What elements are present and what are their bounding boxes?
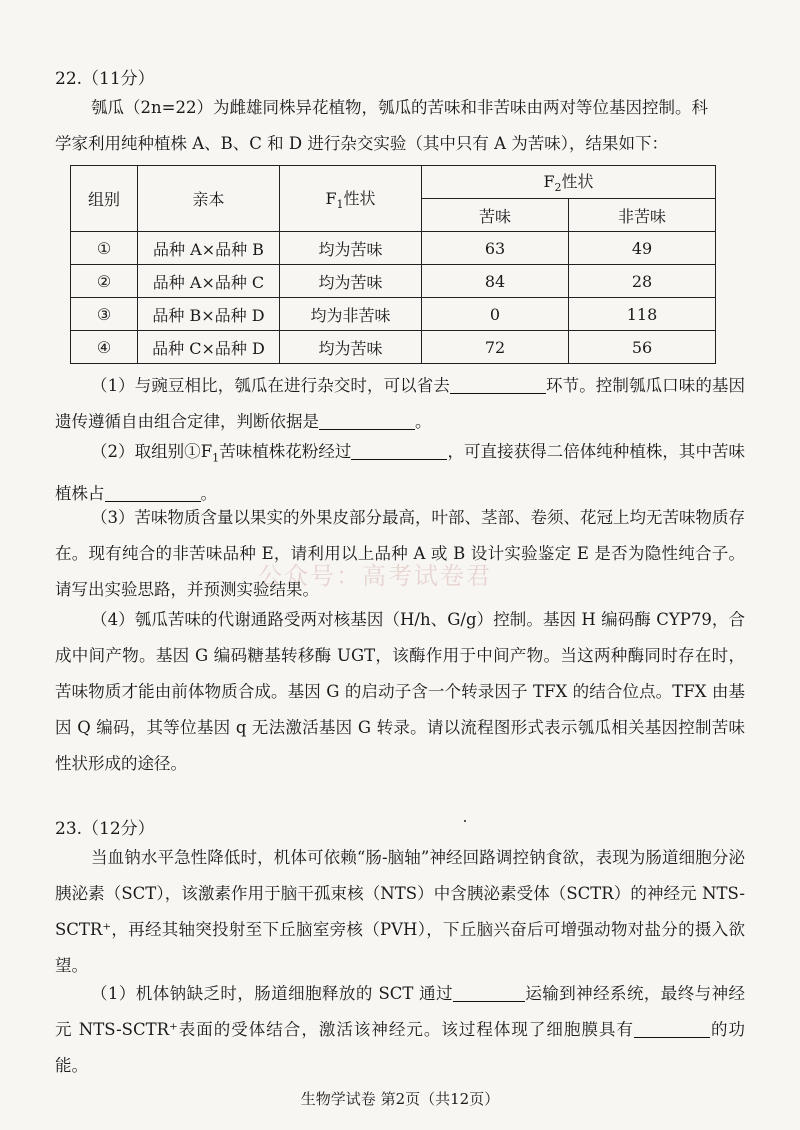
page-footer: 生物学试卷 第2页（共12页） [300,1090,500,1108]
answer-blank[interactable] [351,439,447,460]
header-parents: 亲本 [138,166,280,232]
row-parents: 品种 A×品种 B [138,232,280,265]
row-bitter: 63 [422,232,569,265]
row-nonbitter: 56 [569,331,716,364]
row-bitter: 0 [422,298,569,331]
row-group: ④ [71,331,138,364]
q23-part1: （1）机体钠缺乏时，肠道细胞释放的 SCT 通过 运输到神经系统，最终与神经元 NTS-SCTR⁺表面的受体结合，激活该神经元。该过程体现了细胞膜具有 的功能。 [55,976,745,1084]
row-f1: 均为苦味 [280,265,422,298]
q22-part3: （3）苦味物质含量以果实的外果皮部分最高，叶部、茎部、卷须、花冠上均无苦味物质存在。现有纯合的非苦味品种 E，请利用以上品种 A 或 B 设计实验鉴定 E 是否为隐性纯合子。请写出实验思路，并预测实验结果。 [55,508,745,599]
row-f1: 均为苦味 [280,331,422,364]
row-group: ② [71,265,138,298]
header-f1-trait: $F_1$性状 [280,166,422,232]
q23-intro: 当血钠水平急性降低时，机体可依赖“肠-脑轴”神经回路调控钠食欲，表现为肠道细胞分泌胰泌素（SCT），该激素作用于脑干孤束核（NTS）中含胰泌素受体（SCTR）的神经元 NTS-SCTR⁺，再经其轴突投射至下丘脑室旁核（PVH），下丘脑兴奋后可增强动物对盐分的摄入欲望。 [55,848,745,975]
table-row [71,265,716,298]
cross-result-table [70,165,716,364]
answer-blank[interactable] [453,981,525,1002]
row-group: ③ [71,298,138,331]
answer-blank[interactable] [450,373,546,394]
row-group: ① [71,232,138,265]
header-nonbitter: 非苦味 [569,199,716,232]
row-parents: 品种 B×品种 D [138,298,280,331]
q22-part4: （4）瓠瓜苦味的代谢通路受两对核基因（H/h、G/g）控制。基因 H 编码酶 CYP79，合成中间产物。基因 G 编码糖基转移酶 UGT，该酶作用于中间产物。当这两种酶同时存在时，苦味物质才能由前体物质合成。基因 G 的启动子含一个转录因子 TFX 的结合位点。TFX 由基因 Q 编码，其等位基因 q 无法激活基因 G 转录。请以流程图形式表示瓠瓜相关基因控制苦味性状形成的途径。 [55,610,745,773]
row-bitter: 84 [422,265,569,298]
table-row [71,331,716,364]
answer-blank[interactable] [634,1017,710,1038]
table-row [71,298,716,331]
question-23-header: 23.（12分） [55,819,155,839]
header-group: 组别 [71,166,138,232]
q22-intro-line1: 瓠瓜（2n=22）为雌雄同株异花植物，瓠瓜的苦味和非苦味由两对等位基因控制。科 [91,98,708,117]
row-nonbitter: 118 [569,298,716,331]
row-bitter: 72 [422,331,569,364]
row-nonbitter: 28 [569,265,716,298]
row-parents: 品种 A×品种 C [138,265,280,298]
watermark: 公众号：高考试卷君 [258,562,492,590]
q22-intro-line2: 学家利用纯种植株 A、B、C 和 D 进行杂交实验（其中只有 A 为苦味），结果如下： [55,134,669,153]
table-row [71,232,716,265]
q22-part2: （2）取组别$①F_1$苦味植株花粉经过 ，可直接获得二倍体纯种植株，其中苦味植株占 。 [55,434,745,512]
speck [464,820,466,822]
row-f1: 均为非苦味 [280,298,422,331]
header-bitter: 苦味 [422,199,569,232]
q22-part1: （1）与豌豆相比，瓠瓜在进行杂交时，可以省去 环节。控制瓠瓜口味的基因遗传遵循自由组合定律，判断依据是 。 [55,368,745,440]
row-nonbitter: 49 [569,232,716,265]
header-f2-trait: $F_2$性状 [422,166,716,199]
answer-blank[interactable] [319,409,415,430]
question-22-header: 22.（11分） [55,69,155,89]
row-parents: 品种 C×品种 D [138,331,280,364]
row-f1: 均为苦味 [280,232,422,265]
